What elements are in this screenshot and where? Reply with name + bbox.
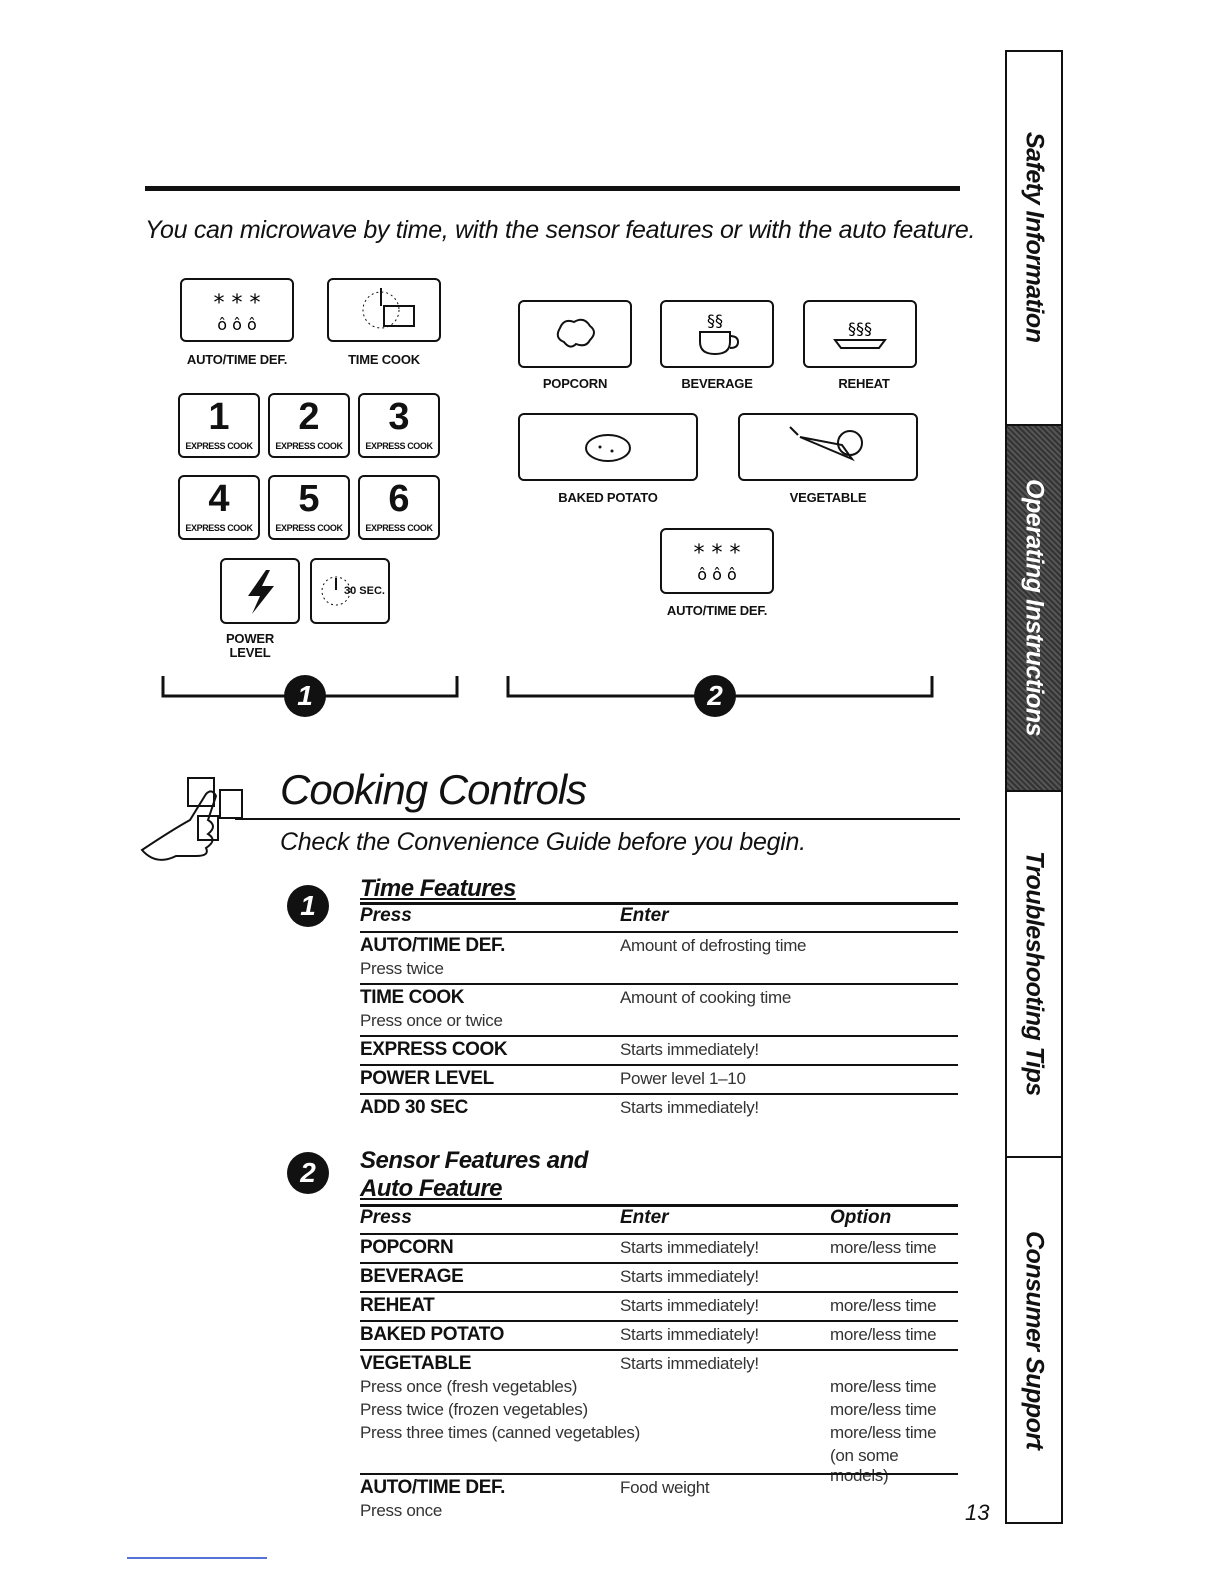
vegetable-key[interactable] [738, 413, 918, 481]
key-sub-label: EXPRESS COOK [365, 523, 433, 533]
power-level-label: POWER LEVEL [225, 631, 275, 660]
svg-text:ô ô ô: ô ô ô [697, 565, 737, 584]
table-row: POPCORN Starts immediately! more/less time [360, 1233, 958, 1262]
marker-1: 1 [284, 675, 326, 717]
auto-time-def-label: AUTO/TIME DEF. [186, 352, 288, 367]
sensor-features-title-2: Auto Feature [360, 1175, 503, 1202]
table-row: AUTO/TIME DEF. Food weight Press once [360, 1473, 958, 1525]
express-cook-key-6[interactable] [358, 475, 440, 540]
express-cook-key-1[interactable] [178, 393, 260, 458]
key-number: 6 [388, 478, 410, 520]
hand-pressing-button-icon [140, 770, 260, 870]
beverage-key[interactable] [660, 300, 774, 368]
tab-safety-information[interactable]: Safety Information [1020, 131, 1049, 343]
express-cook-key-2[interactable] [268, 393, 350, 458]
key-number: 1 [208, 396, 230, 438]
potato-icon [520, 415, 696, 479]
sensor-features-table [360, 1204, 958, 1525]
defrost-icon [182, 280, 292, 340]
table-row: BAKED POTATO Starts immediately! more/less time [360, 1320, 958, 1349]
table-row: VEGETABLE Starts immediately! Press once (fresh vegetables) more/less time Press twice (frozen vegetables) more/less time Press three times (canned vegetables) more/less time (on some models) [360, 1349, 958, 1473]
marker-2: 2 [694, 675, 736, 717]
beverage-label: BEVERAGE [681, 376, 753, 391]
express-cook-key-3[interactable] [358, 393, 440, 458]
table-row: AUTO/TIME DEF. Amount of defrosting time Press twice [360, 931, 958, 983]
auto-time-def-key-2[interactable] [660, 528, 774, 594]
table-header: Press Enter [360, 902, 958, 931]
add-30-sec-key[interactable] [310, 558, 390, 624]
key-sub-label: EXPRESS COOK [185, 523, 253, 533]
time-cook-label: TIME COOK [348, 352, 420, 367]
table-row: POWER LEVEL Power level 1–10 [360, 1064, 958, 1093]
svg-text:* * *: * * * [693, 541, 741, 566]
lightning-icon [222, 560, 298, 622]
defrost-icon [662, 530, 772, 592]
time-cook-key[interactable] [327, 278, 441, 342]
table-row: EXPRESS COOK Starts immediately! [360, 1035, 958, 1064]
cup-icon [662, 302, 772, 366]
tab-consumer-support[interactable]: Consumer Support [1020, 1230, 1049, 1450]
popcorn-key[interactable] [518, 300, 632, 368]
tab-troubleshooting-tips[interactable]: Troubleshooting Tips [1007, 790, 1061, 1158]
popcorn-label: POPCORN [542, 376, 608, 391]
time-features-title: Time Features [360, 875, 516, 902]
key-number: 4 [208, 478, 230, 520]
express-cook-key-4[interactable] [178, 475, 260, 540]
svg-text:ô ô ô: ô ô ô [217, 315, 257, 334]
table-row: REHEAT Starts immediately! more/less time [360, 1291, 958, 1320]
auto-time-def-label-2: AUTO/TIME DEF. [666, 603, 768, 618]
svg-text:§§§: §§§ [848, 319, 872, 338]
key-sub-label: EXPRESS COOK [275, 523, 343, 533]
page-number: 13 [965, 1500, 990, 1525]
table-row: TIME COOK Amount of cooking time Press once or twice [360, 983, 958, 1035]
intro-text: You can microwave by time, with the sensor features or with the auto feature. [145, 216, 976, 244]
key-number: 2 [298, 396, 320, 438]
key-sub-label: EXPRESS COOK [365, 441, 433, 451]
express-cook-key-5[interactable] [268, 475, 350, 540]
power-level-key[interactable] [220, 558, 300, 624]
page-title: Cooking Controls [280, 766, 587, 813]
baked-potato-label: BAKED POTATO [558, 490, 658, 505]
reheat-key[interactable] [803, 300, 917, 368]
footer-line [127, 1557, 267, 1559]
svg-text:§§: §§ [707, 311, 723, 330]
time-features-table [360, 902, 958, 1122]
sensor-features-title-1: Sensor Features and [360, 1147, 588, 1174]
key-sub-label: EXPRESS COOK [185, 441, 253, 451]
section-sidebar [1005, 50, 1063, 1524]
plate-icon [805, 302, 915, 366]
subheading: Check the Convenience Guide before you begin. [280, 828, 806, 856]
vegetable-label: VEGETABLE [789, 490, 867, 505]
auto-time-def-key[interactable] [180, 278, 294, 342]
top-rule [145, 186, 960, 191]
key-number: 5 [298, 478, 320, 520]
svg-text:* * *: * * * [213, 291, 261, 316]
tab-operating-instructions[interactable]: Operating Instructions [1007, 424, 1061, 792]
marker-2: 2 [287, 1152, 329, 1194]
popcorn-icon [520, 302, 630, 366]
heading-rule [235, 818, 960, 820]
baked-potato-key[interactable] [518, 413, 698, 481]
sec30-label: 30 SEC. [344, 585, 385, 597]
carrot-icon [740, 415, 916, 479]
table-row: ADD 30 SEC Starts immediately! [360, 1093, 958, 1122]
timer-pot-icon [329, 280, 439, 340]
table-header: Press Enter Option [360, 1204, 958, 1233]
marker-1: 1 [287, 885, 329, 927]
reheat-label: REHEAT [838, 376, 890, 391]
table-row: BEVERAGE Starts immediately! [360, 1262, 958, 1291]
key-sub-label: EXPRESS COOK [275, 441, 343, 451]
key-number: 3 [388, 396, 410, 438]
